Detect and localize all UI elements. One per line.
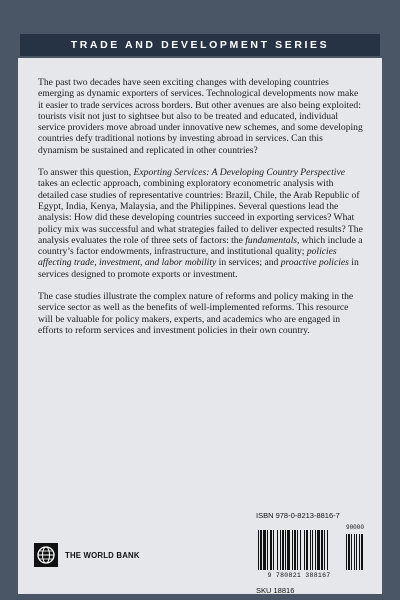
barcode-add-on-bar (361, 534, 363, 570)
barcode-bar (294, 530, 296, 570)
approach-text-e: in services designed to promote exports or investment. (38, 257, 359, 280)
barcode-add-on-digits: 90000 (345, 524, 364, 531)
barcode-add-on-bar (348, 534, 350, 570)
barcode-add-on-bar (354, 534, 355, 570)
paragraph-approach (38, 167, 364, 280)
barcode-ean-digits: 9 780821 388167 (267, 572, 331, 579)
barcode-bar (292, 530, 293, 570)
globe-emblem-icon (34, 543, 58, 567)
paragraph-case-studies: The case studies illustrate the complex nature of reforms and policy making in the service sector as well as the benefits of well-implemented reforms. This resource will be valuable for policy makers, experts, and academics who are engaged in efforts to reform services and investment policies in their own country. (38, 291, 354, 336)
barcode-bar (270, 530, 272, 570)
series-title-bar: TRADE AND DEVELOPMENT SERIES (20, 34, 380, 56)
barcode-bar (285, 530, 286, 570)
barcode-bar (304, 530, 305, 570)
barcode-bar (324, 530, 325, 570)
book-title: Exporting Services: A Developing Country Perspective (133, 167, 345, 179)
barcode-bar (312, 530, 313, 570)
back-cover-text (38, 77, 364, 347)
approach-text-a: To answer this question, (38, 167, 134, 179)
barcode-bar (263, 530, 266, 570)
term-policies: policies affecting trade, investment, and labor mobility (38, 246, 337, 269)
world-bank-logo (34, 543, 140, 567)
barcode-add-on-bar (359, 534, 360, 570)
isbn-label: ISBN 978-0-8213-8816-7 (256, 511, 340, 520)
approach-text-d: in services; and (216, 257, 281, 269)
barcode-bar (321, 530, 323, 570)
barcode-bar (306, 530, 308, 570)
barcode-bar (267, 530, 268, 570)
paragraph-intro: The past two decades have seen exciting changes with developing countries emerging as dynamic exporters of services. Technological developments now make it easier to trade services across borders. But other avenues are also being exploited: tourists visit not just to sightsee but also to be treated and educated, individual service providers move abroad under innovative new schemes, and some developing countries defy traditional notions by investing abroad in services. Can this dynamism be sustained and replicated in other countries? (38, 77, 363, 156)
barcode-bar (300, 530, 301, 570)
back-cover-panel (18, 58, 382, 594)
sku-label: SKU 18816 (256, 586, 295, 595)
barcode-add-on-bar (351, 534, 352, 570)
barcode-bar (277, 530, 278, 570)
approach-text-c: , which include a country’s factor endowments, infrastructure, and institutional quality; (38, 234, 363, 258)
barcode-bar (282, 530, 284, 570)
barcode-bar (287, 530, 290, 570)
barcode-add-on-bar (346, 534, 347, 570)
barcode-bar (327, 530, 328, 570)
barcode-bar (273, 530, 274, 570)
barcode-bar (258, 530, 259, 570)
barcode-bars (256, 524, 364, 572)
barcode-add-on-bar (356, 534, 357, 570)
publisher-name: THE WORLD BANK (65, 550, 140, 560)
barcode-bar (315, 530, 316, 570)
term-proactive-policies: proactive policies (280, 257, 349, 269)
barcode-bar (260, 530, 262, 570)
barcode-bar (310, 530, 311, 570)
barcode-bar (317, 530, 320, 570)
approach-text-b: takes an eclectic approach, combining exploratory econometric analysis with detailed case studies of representative countries: Brazil, Chile, the Arab Republic of Egypt, India, Kenya, Malaysia, and the Philippines. Several questions lead the analysis: How did these developing countries succeed in exporting services? What policy mix was successful and what strategies failed to deliver expected results? The analysis evaluates the role of three sets of factors: the (38, 178, 363, 246)
term-fundamentals: fundamentals (245, 234, 297, 246)
barcode-bar (280, 530, 281, 570)
barcode-bar (297, 530, 298, 570)
barcode (256, 524, 364, 582)
